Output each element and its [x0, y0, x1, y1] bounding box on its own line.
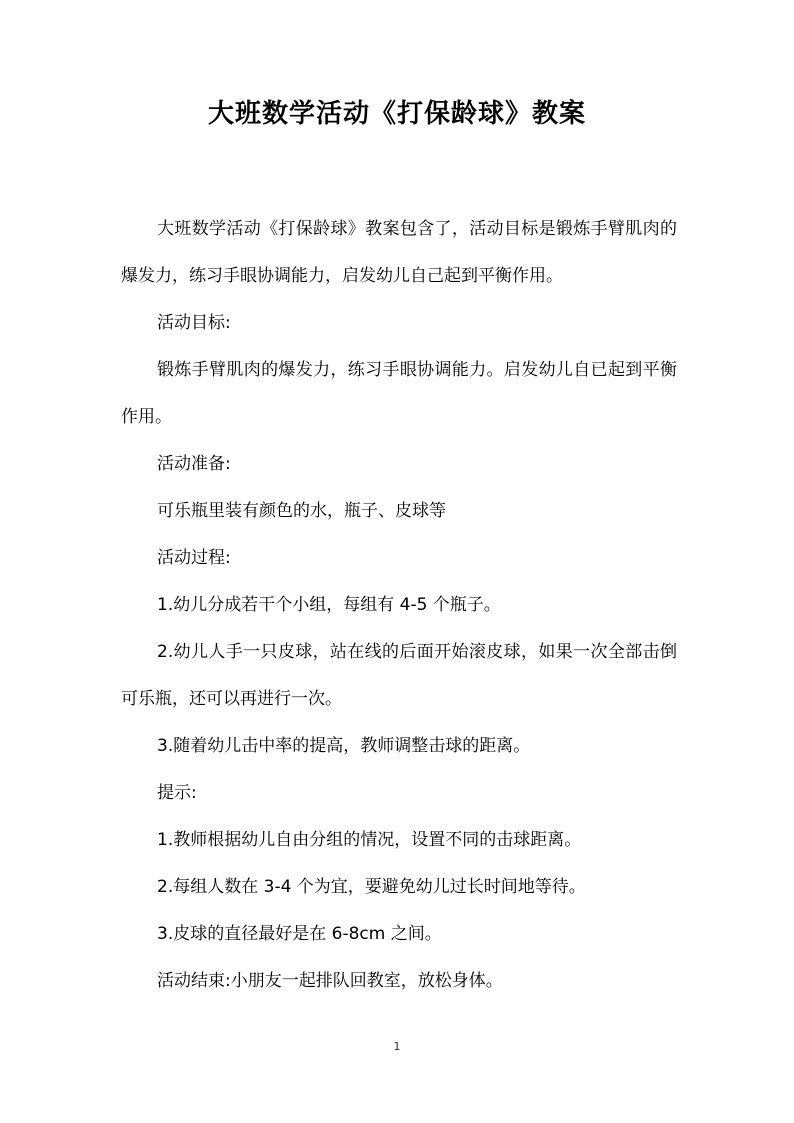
document-title: 大班数学活动《打保龄球》教案 [207, 99, 586, 129]
page-number: 1 [393, 1040, 401, 1053]
paragraph-goals: 锻炼手臂肌肉的爆发力，练习手眼协调能力。启发幼儿自已起到平衡作用。 [121, 360, 677, 427]
process-step-3: 3.随着幼儿击中率的提高，教师调整击球的距离。 [157, 736, 531, 756]
heading-activity-goals: 活动目标: [157, 313, 231, 333]
tip-2: 2.每组人数在 3-4 个为宜，要避免幼儿过长时间地等待。 [157, 877, 586, 897]
tip-1: 1.教师根据幼儿自由分组的情况，设置不同的击球距离。 [157, 830, 582, 850]
heading-activity-process: 活动过程: [157, 548, 231, 568]
tip-3: 3.皮球的直径最好是在 6-8cm 之间。 [157, 924, 442, 944]
heading-activity-preparation: 活动准备: [157, 454, 231, 474]
paragraph-preparation: 可乐瓶里装有颜色的水，瓶子、皮球等 [157, 501, 446, 521]
heading-tips: 提示: [157, 783, 197, 803]
paragraph-intro: 大班数学活动《打保龄球》教案包含了，活动目标是锻炼手臂肌肉的爆发力，练习手眼协调能力，启发幼儿自己起到平衡作用。 [121, 219, 677, 286]
document-body [121, 206, 677, 1005]
process-step-1: 1.幼儿分成若干个小组，每组有 4-5 个瓶子。 [157, 595, 501, 615]
process-step-2: 2.幼儿人手一只皮球，站在线的后面开始滚皮球，如果一次全部击倒可乐瓶，还可以再进行一次。 [121, 642, 677, 709]
paragraph-activity-end: 活动结束:小朋友一起排队回教室，放松身体。 [157, 971, 503, 991]
